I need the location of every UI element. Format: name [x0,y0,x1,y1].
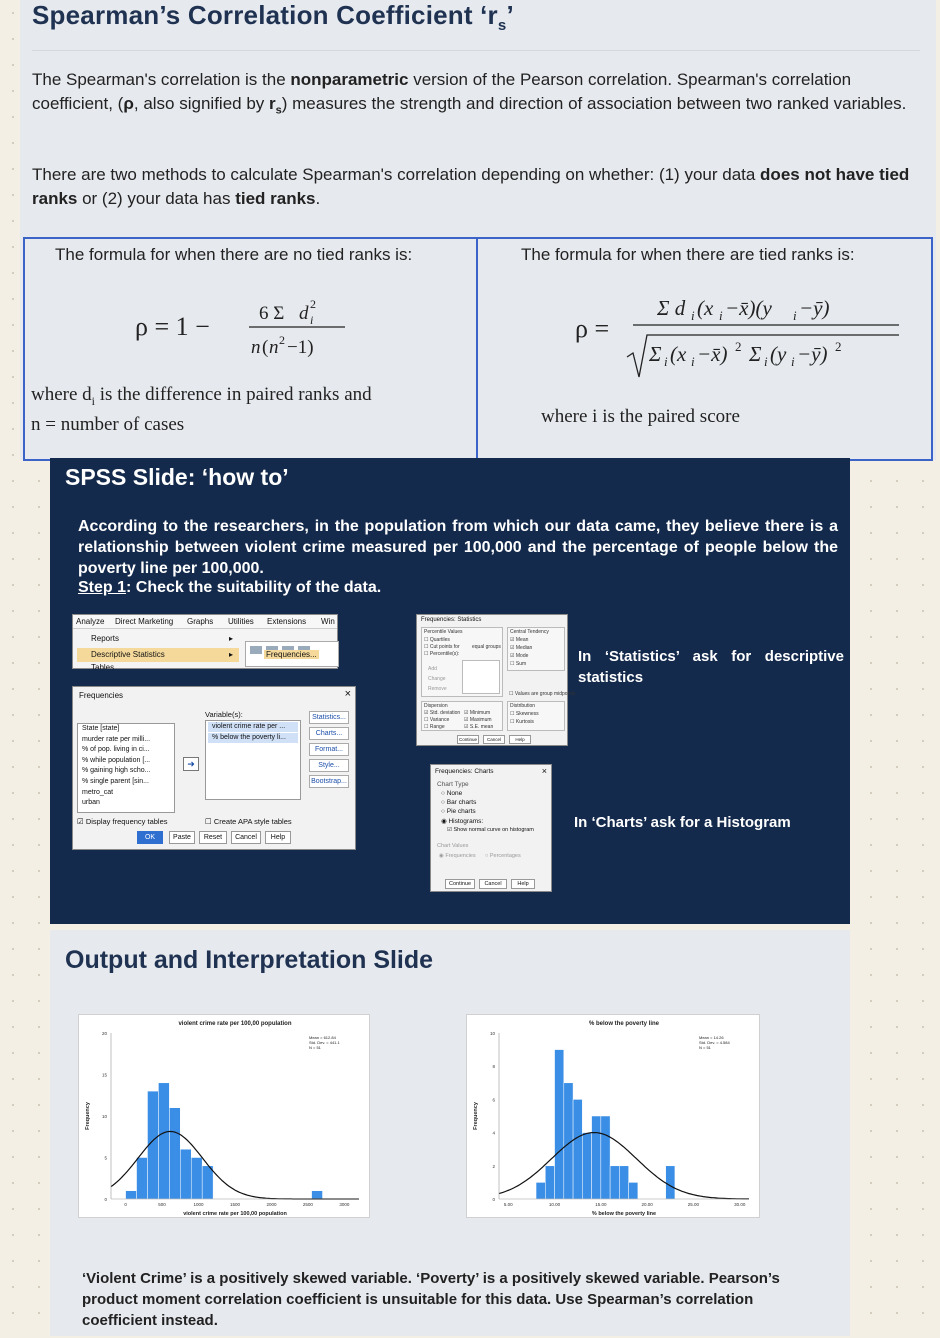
range-checkbox[interactable]: ☐ Range [424,724,445,730]
percentiles-label: Percentile(s): [429,651,460,657]
svg-text:n: n [251,337,261,358]
chart-values-label: Chart Values [437,843,469,849]
help-button[interactable]: Help [509,735,531,744]
svg-text:Σ: Σ [649,342,662,366]
percentages-radio[interactable]: ○ Percentages [485,853,521,859]
maximum-checkbox[interactable]: ☑ Maximum [464,717,492,723]
bar-charts-radio[interactable]: ○ Bar charts [441,799,477,806]
histograms-radio[interactable]: ◉ Histograms: [441,818,484,825]
midpoints-checkbox[interactable]: ☐ Values are group midpoints [509,691,576,697]
histogram-svg [467,1015,761,1219]
svg-text:i: i [664,354,668,369]
chevron-right-icon: ▸ [229,634,234,643]
histograms-label: Histograms: [448,818,484,825]
percentile-group-label: Percentile Values [424,629,463,635]
continue-button[interactable]: Continue [458,737,477,742]
menu-direct-marketing[interactable]: Direct Marketing [115,617,174,626]
p1-text-c: version of the Pearson correlation. Spearman's correlation coefficient, ( [32,70,852,113]
y-tick-label: 10 [101,1114,107,1119]
histogram-bar [573,1099,582,1199]
statistics-dialog [416,614,576,746]
selected-variable-list[interactable] [205,720,301,800]
none-radio[interactable]: ○ None [441,790,463,797]
no-ties-note-line2: n = number of cases [31,413,185,435]
cancel-button[interactable]: Cancel [479,879,507,889]
median-label: Median [515,645,533,651]
y-tick-label: 6 [492,1097,495,1103]
svg-text:(x: (x [697,296,714,320]
title-text: Spearman’s Correlation Coefficient ‘r [32,0,498,30]
submenu [245,641,339,667]
list-item[interactable]: murder rate per milli... [82,735,151,743]
bar-charts-label: Bar charts [446,799,477,806]
x-tick-label: 5.00 [503,1202,513,1207]
y-tick-label: 4 [492,1130,495,1136]
histogram-bar [536,1182,545,1199]
conclusion-text: ‘Violent Crime’ is a positively skewed variable. ‘Poverty’ is a positively skewed variable. Pearson’s product moment correlation coefficient is unsuitable for this data. Use Spearman’s correlation coefficient instead. [82,1270,780,1329]
se-mean-checkbox[interactable]: ☑ S.E. mean [464,724,494,730]
percentile-list[interactable] [462,660,500,694]
x-tick-label: 3000 [339,1202,350,1207]
histogram-bar [191,1158,202,1200]
title-divider [32,50,920,51]
x-tick-label: 500 [158,1202,166,1207]
x-tick-label: 30.00 [734,1202,746,1207]
svg-text:2: 2 [310,297,316,311]
p1-r-sub: s [275,104,282,117]
y-axis-label: Frequency [85,1102,91,1130]
x-tick-label: 2500 [302,1202,313,1207]
histogram-bar [666,1166,675,1199]
median-checkbox[interactable]: ☑ Median [510,645,533,651]
histogram-bar [202,1166,213,1199]
slide-title [32,0,514,34]
distribution-group-label: Distribution [510,703,536,709]
format-button[interactable]: Format... [309,743,349,756]
dispersion-group [421,701,503,731]
svg-text:Σ d: Σ d [657,296,686,320]
p1-text-e: , also signified by [133,94,270,113]
histogram-bar [545,1166,554,1199]
display-frequency-label: Display frequency tables [85,817,168,826]
frequencies-label: Frequencies [445,853,476,859]
source-variable-list[interactable] [77,723,175,813]
maximum-label: Maximum [469,717,492,723]
std-dev-checkbox[interactable]: ☑ Std. deviation [424,710,461,716]
y-tick-label: 0 [104,1197,107,1202]
list-item[interactable]: violent crime rate per ... [208,722,298,732]
note-l1b: is the difference in paired ranks and [95,384,372,405]
svg-text:i: i [310,313,314,327]
ties-heading: The formula for when there are tied ranks is: [521,245,855,264]
violent-crime-histogram [78,1014,370,1218]
svg-text:(y: (y [770,342,787,366]
menu-window[interactable]: Win [321,617,335,626]
p2-text-e: . [315,189,321,208]
formula-divider [476,239,478,459]
svg-text:i: i [691,354,695,369]
svg-text:2: 2 [835,339,842,354]
menu-item-reports[interactable]: Reports [91,634,120,643]
histogram-bar [312,1191,323,1199]
histogram-bar [169,1108,180,1199]
histogram-bar [619,1166,628,1199]
apa-checkbox[interactable]: ☐ Create APA style tables [205,817,292,826]
apa-label: Create APA style tables [213,817,292,826]
svg-text:i: i [791,354,795,369]
x-tick-label: 1500 [229,1202,241,1207]
move-arrow-button[interactable]: ➜ [183,757,199,771]
step1-text: : Check the suitability of the data. [126,579,382,596]
svg-text:(: ( [262,337,269,358]
svg-text:2: 2 [735,339,742,354]
p2-text-c: or (2) your data has [77,189,236,208]
stats-legend-text: Mean = 612.84 [309,1035,336,1040]
step1-label: Step 1 [78,579,127,596]
p2-text-a: There are two methods to calculate Spearman's correlation depending on whether: (1) your data [32,165,761,184]
x-tick-label: 15.00 [595,1202,607,1207]
bootstrap-button[interactable]: Bootstrap... [309,775,349,788]
svg-text:i: i [764,354,768,369]
ties-formula [569,285,909,385]
histogram-bar [582,1133,591,1199]
mode-label: Mode [515,653,529,659]
statistics-button[interactable]: Statistics... [309,711,349,724]
distribution-group [507,701,565,731]
formula-box [23,237,933,461]
percentiles-checkbox[interactable]: ☐ Percentile(s): [424,651,460,657]
histogram-bar [158,1083,169,1199]
svg-text:6 Σ: 6 Σ [259,303,285,324]
charts-dialog-title: Frequencies: Charts [435,768,494,775]
svg-text:−ȳ): −ȳ) [797,342,828,366]
p1-r: r [269,94,276,113]
menu-item-frequencies[interactable]: Frequencies... [266,650,317,659]
methods-paragraph [32,163,912,211]
list-item[interactable]: % of pop. living in ci... [82,746,150,754]
stats-legend-text: Mean = 14.26 [699,1035,724,1040]
step1-line [78,579,381,597]
quartiles-label: Quartiles [429,637,450,643]
spearman-intro-slide [20,0,936,460]
frequencies-radio[interactable]: ◉ Frequencies [439,853,476,859]
y-tick-label: 15 [101,1072,107,1078]
y-tick-label: 8 [492,1064,495,1070]
cancel-button[interactable]: Cancel [483,735,505,744]
svg-text:ρ =: ρ = [575,314,610,343]
svg-text:2: 2 [279,333,285,347]
normal-curve-checkbox[interactable]: ☑ Show normal curve on histogram [447,827,534,833]
normal-curve-label: Show normal curve on histogram [453,827,534,833]
equal-groups-label: equal groups [472,644,501,650]
continue-button[interactable]: Continue [445,879,475,889]
spss-slide-title: SPSS Slide: ‘how to’ [65,464,289,490]
pie-charts-radio[interactable]: ○ Pie charts [441,808,476,815]
svg-text:Σ: Σ [749,342,762,366]
p1-rho: ρ [123,94,134,113]
cancel-button[interactable]: Cancel [231,831,261,844]
list-item[interactable]: % while population [... [82,756,151,764]
poverty-histogram [466,1014,760,1218]
kurtosis-label: Kurtosis [515,719,534,725]
menu-graphs[interactable]: Graphs [187,617,214,626]
no-ties-note-line1 [31,383,372,413]
no-ties-heading: The formula for when there are no tied ranks is: [55,245,413,264]
minimum-label: Minimum [469,710,491,716]
reset-button[interactable]: Reset [199,831,227,844]
svg-text:(x: (x [670,342,687,366]
cut-points-checkbox[interactable]: ☐ Cut points for [424,644,460,650]
help-button[interactable]: Help [511,879,535,889]
variance-checkbox[interactable]: ☐ Variance [424,717,450,723]
svg-text:i: i [691,308,695,323]
variables-label: Variable(s): [205,710,243,719]
x-axis-label: violent crime rate per 100,00 population [183,1211,287,1217]
change-button[interactable]: Change [428,676,446,682]
sum-label: Sum [515,661,527,667]
y-tick-label: 5 [104,1155,107,1161]
list-item[interactable]: % single parent [sin... [82,777,149,785]
frequencies-dialog [72,686,356,850]
svg-text:i: i [719,308,723,323]
list-item[interactable]: % below the poverty li... [208,733,298,743]
spss-slide-body: According to the researchers, in the population from which our data came, they believe there is a relationship between violent crime measured per 100,000 and the percentage of people below the poverty line per 100,000. [78,518,838,577]
svg-text:−1): −1) [287,337,314,358]
close-icon[interactable]: × [344,688,351,700]
chart-title: violent crime rate per 100,00 population [178,1021,292,1027]
stats-legend-text: N = 51 [309,1045,321,1050]
charts-dialog [430,764,552,892]
variance-label: Variance [429,717,450,723]
spss-analyze-menu [72,614,338,669]
ties-note: where i is the paired score [541,406,740,427]
statistics-caption: In ‘Statistics’ ask for descriptive statistics [578,648,844,686]
svg-text:d: d [299,303,309,324]
histogram-bar [610,1166,619,1199]
x-tick-label: 25.00 [687,1202,700,1207]
histogram-bar [592,1116,601,1199]
histogram-svg [79,1015,371,1219]
x-axis-label: % below the poverty line [591,1211,657,1217]
sum-checkbox[interactable]: ☐ Sum [510,661,527,667]
add-button[interactable]: Add [428,666,437,672]
mode-checkbox[interactable]: ☑ Mode [510,653,529,659]
svg-text:ρ = 1 −: ρ = 1 − [135,312,210,341]
y-tick-label: 2 [492,1163,495,1169]
menu-extensions[interactable]: Extensions [267,617,307,626]
se-mean-label: S.E. mean [469,724,494,730]
central-tendency-group [507,627,565,671]
percentages-label: Percentages [489,853,521,859]
kurtosis-checkbox[interactable]: ☐ Kurtosis [510,719,534,725]
list-item[interactable]: State [state] [82,725,120,732]
p1-bold-nonparametric: nonparametric [290,70,409,89]
skewness-checkbox[interactable]: ☐ Skewness [510,711,539,717]
cut-points-label: Cut points for [429,644,460,650]
menu-analyze[interactable]: Analyze [76,617,105,626]
chart-type-label: Chart Type [437,781,469,788]
charts-caption: In ‘Charts’ ask for a Histogram [574,814,791,831]
skewness-label: Skewness [515,711,539,717]
menu-item-tables[interactable]: Tables [91,663,115,669]
y-tick-label: 10 [489,1031,495,1036]
x-tick-label: 2000 [266,1202,277,1207]
histogram-bar [629,1182,638,1199]
mean-checkbox[interactable]: ☑ Mean [510,637,529,643]
x-tick-label: 1000 [193,1202,204,1207]
percentile-group [421,627,503,697]
y-axis-label: Frequency [473,1102,479,1130]
help-button[interactable]: Help [265,831,291,844]
p2-bold-ties: tied ranks [235,189,316,208]
dialog-title: Frequencies [79,691,124,700]
list-item[interactable]: metro_cat [82,788,114,796]
no-ties-formula [125,289,365,369]
menu-item-descriptive[interactable]: Descriptive Statistics [91,650,165,659]
range-label: Range [429,724,445,730]
list-item[interactable]: % gaining high scho... [82,767,151,775]
x-tick-label: 10.00 [548,1202,561,1207]
quartiles-checkbox[interactable]: ☐ Quartiles [424,637,450,643]
chart-title: % below the poverty line [588,1021,660,1027]
close-icon[interactable]: × [541,766,547,776]
svg-text:i: i [793,308,797,323]
x-tick-label: 20.00 [641,1202,653,1207]
note-l1a: where d [31,384,92,405]
none-label: None [446,790,463,797]
remove-button[interactable]: Remove [428,686,447,692]
title-subscript: s [497,17,507,35]
paste-button[interactable]: Paste [169,831,195,844]
dispersion-group-label: Dispersion [424,703,448,709]
intro-paragraph [32,68,912,122]
mean-label: Mean [515,637,529,643]
histogram-bar [601,1116,610,1199]
output-slide [50,930,850,1336]
histogram-bar [137,1158,148,1200]
title-end: ’ [506,0,514,30]
menu-bar [73,615,337,629]
stats-dialog-title: Frequencies: Statistics [421,617,482,623]
stats-legend-text: N = 51 [699,1045,711,1050]
minimum-checkbox[interactable]: ☑ Minimum [464,710,491,716]
midpoints-label: Values are group midpoints [514,691,576,697]
svg-text:n: n [269,337,279,358]
display-frequency-checkbox[interactable]: ☑ Display frequency tables [77,817,168,826]
output-slide-title: Output and Interpretation Slide [65,946,434,974]
charts-button[interactable]: Charts... [309,727,349,740]
list-item[interactable]: urban [82,799,100,807]
no-ties-note [31,383,372,437]
p1-text-h: ) measures the strength and direction of association between two ranked variables. [281,94,907,113]
p2-bold-no-ties: does not have tied ranks [32,165,910,208]
note-l1-sub: i [91,393,96,408]
histogram-bar [180,1149,191,1199]
y-tick-label: 20 [101,1031,107,1036]
svg-text:−ȳ): −ȳ) [799,296,830,320]
chevron-right-icon: ▸ [229,650,234,659]
stats-legend-text: Std. Dev. = 441.1 [309,1040,340,1045]
spss-howto-slide [50,458,850,924]
menu-utilities[interactable]: Utilities [228,617,254,626]
pie-charts-label: Pie charts [446,808,476,815]
histogram-bar [555,1050,564,1199]
histogram-bar [126,1191,137,1199]
std-dev-label: Std. deviation [429,710,461,716]
y-tick-label: 0 [492,1197,495,1202]
x-tick-label: 0 [124,1202,127,1207]
style-button[interactable]: Style... [309,759,349,772]
svg-text:−x̄)(y: −x̄)(y [725,296,772,320]
p1-text-a: The Spearman's correlation is the [32,70,291,89]
svg-text:−x̄): −x̄) [697,342,728,366]
central-group-label: Central Tendency [510,629,549,635]
ok-button[interactable]: OK [137,831,163,844]
stats-legend-text: Std. Dev. = 4.584 [699,1040,730,1045]
